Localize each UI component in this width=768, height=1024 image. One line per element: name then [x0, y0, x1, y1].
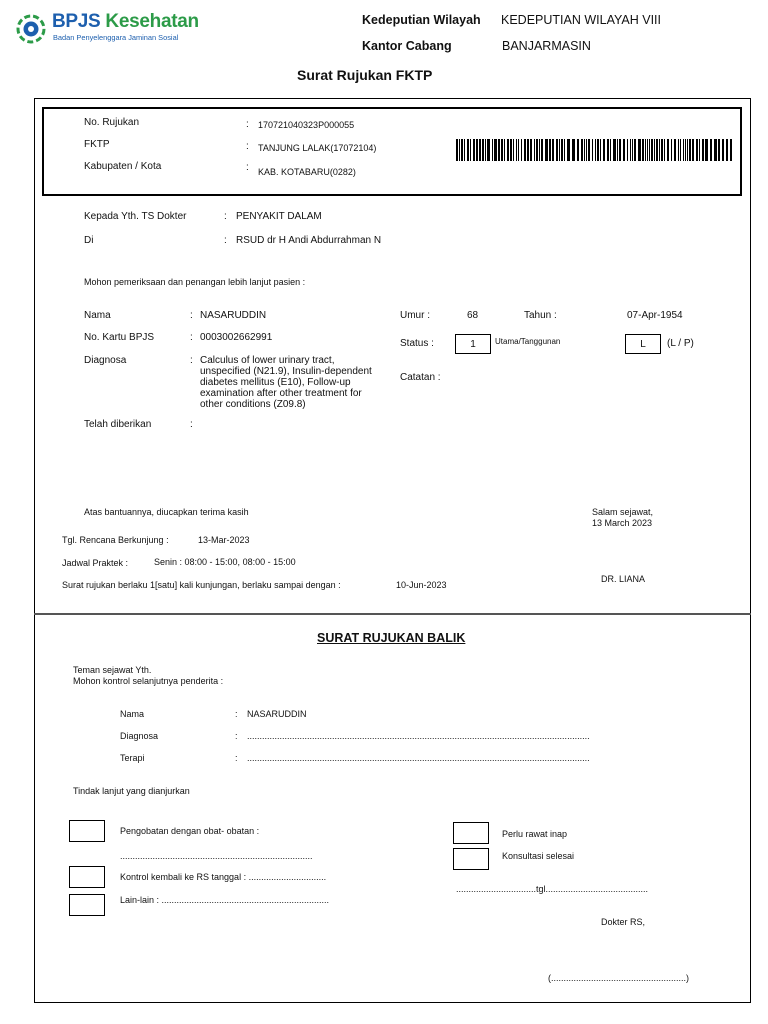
kontrol-checkbox[interactable]: [69, 866, 105, 888]
kepada-value: PENYAKIT DALAM: [236, 211, 322, 222]
obat-checkbox[interactable]: [69, 820, 105, 842]
kartu-bpjs-value: 0003002662991: [200, 332, 273, 343]
status-description: Utama/Tanggunan: [495, 337, 561, 346]
balik-diagnosa-label: Diagnosa: [120, 731, 159, 741]
obat-label: Pengobatan dengan obat- obatan :: [120, 826, 260, 836]
diagnosa-line: examination after other treatment for: [200, 388, 362, 399]
balik-diagnosa-field[interactable]: .........................................................................................................................................: [247, 731, 590, 741]
nama-label: Nama: [84, 310, 111, 321]
status-label: Status :: [400, 338, 434, 349]
tahun-label: Tahun :: [524, 310, 557, 321]
colon: :: [235, 709, 238, 719]
doctor-name: DR. LIANA: [601, 574, 646, 584]
no-rujukan-value: 170721040323P000055: [258, 120, 355, 130]
umur-value: 68: [467, 310, 479, 321]
brand-name-green: Kesehatan: [105, 11, 199, 32]
signature-line[interactable]: (......................................................): [548, 973, 690, 983]
jadwal-value: Senin : 08:00 - 15:00, 08:00 - 15:00: [154, 557, 296, 567]
colon: :: [246, 141, 249, 152]
kartu-bpjs-label: No. Kartu BPJS: [84, 332, 155, 343]
kabupaten-label: Kabupaten / Kota: [84, 161, 162, 172]
sex-box: L: [625, 334, 661, 354]
colon: :: [235, 753, 238, 763]
balik-terapi-label: Terapi: [120, 753, 145, 763]
fktp-label: FKTP: [84, 139, 110, 150]
colon: :: [190, 355, 193, 366]
kepada-label: Kepada Yth. TS Dokter: [84, 211, 187, 222]
tgl-field[interactable]: ................................tgl.........................................: [456, 884, 649, 894]
berlaku-value: 10-Jun-2023: [396, 580, 447, 590]
teman-text: Teman sejawat Yth.: [73, 665, 152, 675]
no-rujukan-label: No. Rujukan: [84, 117, 140, 128]
rencana-label: Tgl. Rencana Berkunjung :: [62, 535, 169, 545]
diagnosa-line: diabetes mellitus (E10), Follow-up: [200, 377, 351, 388]
document-frame: [34, 98, 751, 1003]
tindak-lanjut-label: Tindak lanjut yang dianjurkan: [73, 786, 190, 796]
page-title: Surat Rujukan FKTP: [297, 67, 433, 83]
di-value: RSUD dr H Andi Abdurrahman N: [236, 235, 382, 246]
bpjs-logo-icon: [16, 14, 46, 44]
brand-name-blue: BPJS: [52, 11, 101, 32]
kabupaten-value: KAB. KOTABARU(0282): [258, 167, 356, 177]
rencana-value: 13-Mar-2023: [198, 535, 250, 545]
berlaku-text: Surat rujukan berlaku 1[satu] kali kunjungan, berlaku sampai dengan :: [62, 580, 341, 590]
colon: :: [235, 731, 238, 741]
colon: :: [190, 332, 193, 343]
konsultasi-label: Konsultasi selesai: [502, 851, 575, 861]
letter-date: 13 March 2023: [592, 518, 653, 528]
sex-hint: (L / P): [667, 338, 694, 349]
umur-label: Umur :: [400, 310, 430, 321]
balik-nama-value: NASARUDDIN: [247, 709, 307, 719]
section-divider: [34, 613, 751, 615]
salam-text: Salam sejawat,: [592, 507, 654, 517]
balik-nama-label: Nama: [120, 709, 145, 719]
rawat-inap-label: Perlu rawat inap: [502, 829, 568, 839]
jadwal-label: Jadwal Praktek :: [62, 558, 129, 568]
rawat-inap-checkbox[interactable]: [453, 822, 489, 844]
brand-name: [52, 11, 199, 33]
status-box: 1: [455, 334, 491, 354]
obat-field[interactable]: .............................................................................: [120, 851, 313, 861]
request-text: Mohon pemeriksaan dan penangan lebih lanjut pasien :: [84, 277, 306, 287]
kedeputian-value: KEDEPUTIAN WILAYAH VIII: [501, 13, 661, 27]
colon: :: [224, 235, 227, 246]
nama-value: NASARUDDIN: [200, 310, 267, 321]
konsultasi-checkbox[interactable]: [453, 848, 489, 870]
kantor-cabang-value: BANJARMASIN: [502, 39, 591, 53]
lain-lain-checkbox[interactable]: [69, 894, 105, 916]
balik-terapi-field[interactable]: .........................................................................................................................................: [247, 753, 590, 763]
catatan-label: Catatan :: [400, 372, 441, 383]
fktp-value: TANJUNG LALAK(17072104): [258, 143, 377, 153]
diagnosa-line: other conditions (Z09.8): [200, 399, 306, 410]
diagnosa-line: Calculus of lower urinary tract,: [200, 355, 335, 366]
kontrol-label: Kontrol kembali ke RS tanggal : ...............................: [120, 872, 327, 882]
colon: :: [224, 211, 227, 222]
kantor-cabang-label: Kantor Cabang: [362, 39, 452, 53]
barcode-icon: [456, 139, 732, 161]
dokter-rs-label: Dokter RS,: [601, 917, 646, 927]
colon: :: [246, 162, 249, 173]
colon: :: [190, 310, 193, 321]
di-label: Di: [84, 235, 94, 246]
lain-lain-label: Lain-lain : ...................................................................: [120, 895, 330, 905]
diagnosa-value: [200, 355, 372, 410]
balik-title: SURAT RUJUKAN BALIK: [317, 631, 466, 645]
tahun-value: 07-Apr-1954: [627, 310, 683, 321]
telah-diberikan-label: Telah diberikan: [84, 419, 152, 430]
thanks-text: Atas bantuannya, diucapkan terima kasih: [84, 507, 249, 517]
kedeputian-label: Kedeputian Wilayah: [362, 13, 481, 27]
brand-tagline: Badan Penyelenggara Jaminan Sosial: [53, 33, 179, 42]
mohon-text: Mohon kontrol selanjutnya penderita :: [73, 676, 224, 686]
colon: :: [190, 419, 193, 430]
diagnosa-line: unspecified (N21.9), Insulin-dependent: [200, 366, 372, 377]
colon: :: [246, 119, 249, 130]
diagnosa-label: Diagnosa: [84, 355, 127, 366]
